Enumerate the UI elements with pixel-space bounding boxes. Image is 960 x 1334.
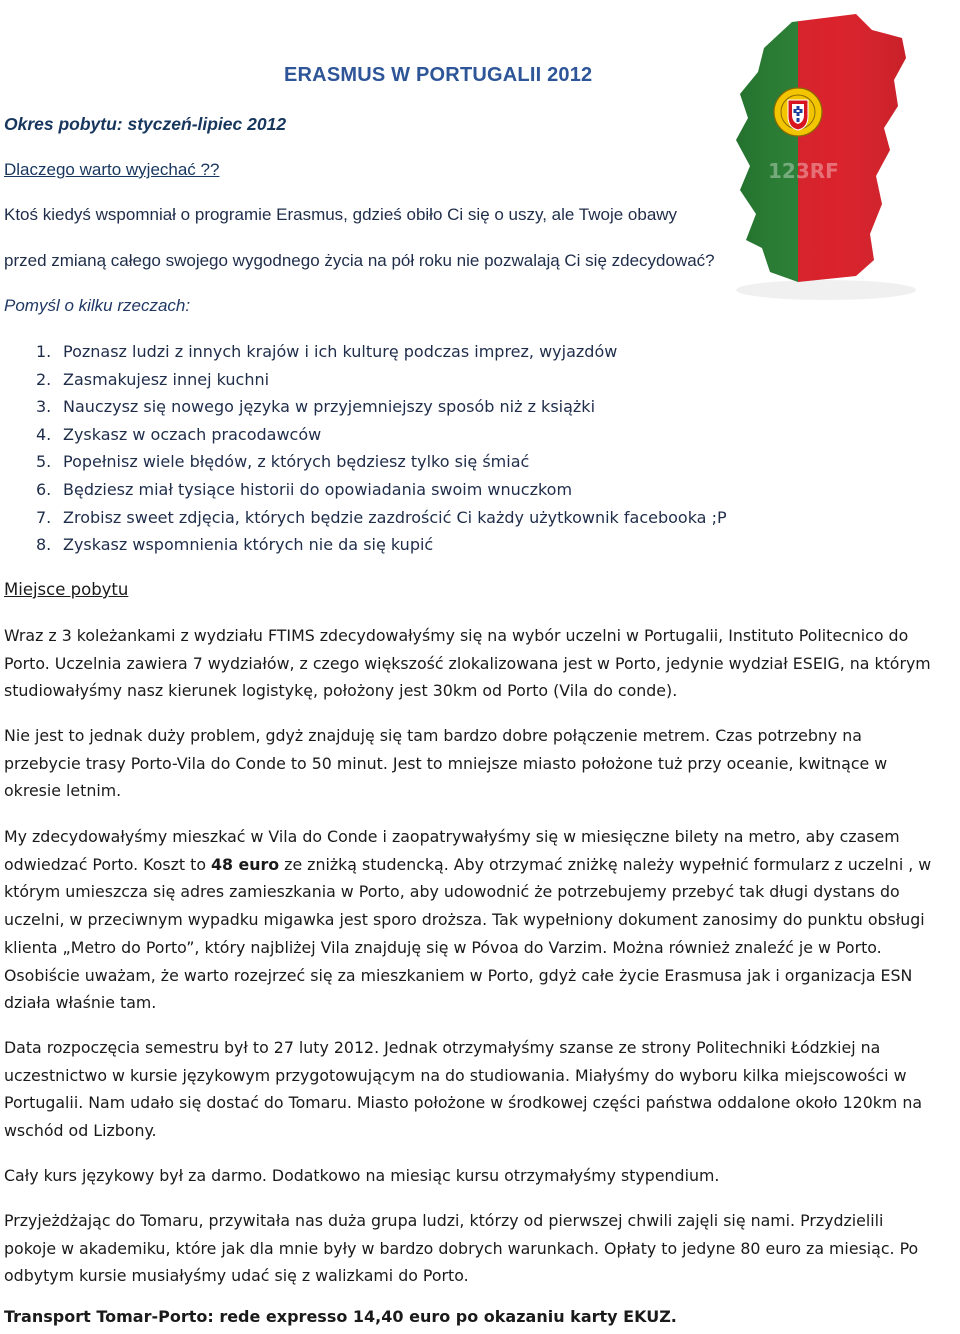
portuguese-coat-of-arms-icon [774,88,822,136]
list-item: 6. Będziesz miał tysiące historii do opowiadania swoim wnuczkom [36,479,573,499]
paragraph-course: Cały kurs językowy był za darmo. Dodatkowo na miesiąc kursu otrzymałyśmy stypendium. [4,1166,720,1185]
intro-line-2: przed zmianą całego swojego wygodnego życia na pół roku nie pozwalają Ci się zdecydować? [4,251,715,270]
document-title: ERASMUS W PORTUGALII 2012 [284,64,593,86]
list-item: 7. Zrobisz sweet zdjęcia, których będzie zazdrościć Ci każdy użytkownik facebooka ;P [36,507,727,527]
reasons-list [8,338,808,559]
think-heading: Pomyśl o kilku rzeczach: [4,296,191,315]
paragraph-metro: Nie jest to jednak duży problem, gdyż znajduję się tam bardzo dobre połączenie metrem. Czas potrzebny na przebycie trasy Porto-Vila do Conde to 50 minut. Jest to mniejsze miasto położone tuż przy oceanie, kwitnące w okresie letnim. [4,726,888,801]
paragraph-university: Wraz z 3 koleżankami z wydziału FTIMS zdecydowałyśmy się na wybór uczelni w Portugalii, Instituto Politecnico do Porto. Uczelnia zawiera 7 wydziałów, z czego większość zlokalizowana jest w Porto, jedynie wydział ESEIG, na którym studiowałyśmy nasz kierunek logistykę, położony jest 30km od Porto (Vila do conde). [4,626,931,701]
paragraph-housing: My zdecydowałyśmy mieszkać w Vila do Conde i zaopatrywałyśmy się w miesięczne bilety na metro, aby czasem odwiedzać Porto. Koszt to 48 euro ze zniżką studencką. Aby otrzymać zniżkę należy wypełnić formularz z uczelni , w którym umieszcza się adres zamieszkania w Porto, aby udowodnić że potrzebujemy przebyć tak długi dystans do uczelni, w przeciwnym wypadku migawka jest sporo droższa. Tak wypełniony dokument zanosimy do punktu obsługi klienta „Metro do Porto”, który najbliżej Vila znajduję się w Póvoa do Varzim. Można również znaleźć je w Porto. Osobiście uważam, że warto rozejrzeć się za mieszkaniem w Porto, gdyż całe życie Erasmusa jak i organizacja ESN działa właśnie tam. [4,827,932,1013]
portugal-flag-map-image [706,8,956,308]
metro-ticket-price: 48 euro [211,854,280,874]
list-item: 2. Zasmakujesz innej kuchni [36,369,270,389]
list-item: 1. Poznasz ludzi z innych krajów i ich kulturę podczas imprez, wyjazdów [36,342,618,361]
intro-line-1: Ktoś kiedyś wspomniał o programie Erasmus, gdzieś obiło Ci się o uszy, ale Twoje obawy [4,205,678,224]
map-shadow [736,280,916,300]
list-item: 4. Zyskasz w oczach pracodawców [36,424,322,444]
stay-period: Okres pobytu: styczeń-lipiec 2012 [4,114,287,134]
why-heading: Dlaczego warto wyjechać ?? [4,160,220,179]
image-watermark: 123RF [768,159,839,183]
list-item: 5. Popełnisz wiele błędów, z których będziesz tylko się śmiać [36,452,530,472]
transport-line: Transport Tomar-Porto: rede expresso 14,40 euro po okazaniu karty EKUZ. [4,1307,677,1326]
list-item: 8. Zyskasz wspomnienia których nie da się kupić [36,535,434,555]
paragraph-tomar: Przyjeżdżając do Tomaru, przywitała nas duża grupa ludzi, którzy od pierwszej chwili zajęli się nami. Przydzielili pokoje w akademiku, które jak dla mnie były w bardzo dobrych warunkach. Opłaty to jedyne 80 euro za miesiąc. Po odbytym kursie musiałyśmy udać się z walizkami do Porto. [4,1211,919,1286]
list-item: 3. Nauczysz się nowego języka w przyjemniejszy sposób niż z książki [36,397,596,417]
paragraph-semester: Data rozpoczęcia semestru był to 27 luty 2012. Jednak otrzymałyśmy szanse ze strony Politechniki Łódzkiej na uczestnictwo w kursie językowym przygotowującym na do studiowania. Miałyśmy do wyboru kilka miejscowości w Portugalii. Nam udało się dostać do Tomaru. Miasto położone w środkowej części państwa oddalone około 120km na wschód od Lizbony. [4,1038,923,1141]
place-heading: Miejsce pobytu [4,580,129,599]
